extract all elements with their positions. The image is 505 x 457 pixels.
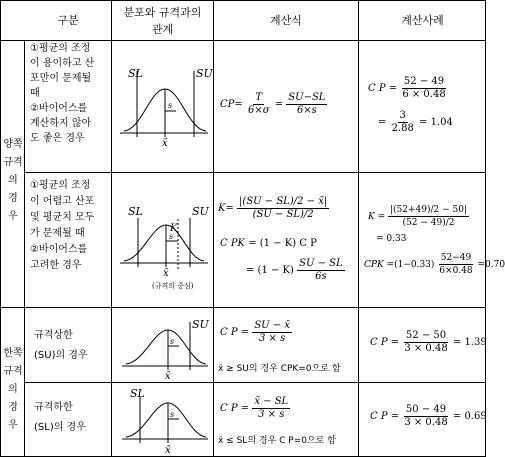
row1-cond-line: 이 용이하고 산 [30, 58, 95, 69]
row2-k-frac [237, 196, 329, 221]
row3-ex-frac [402, 330, 449, 355]
row2-cpk-lhs: C PK [220, 238, 246, 249]
row1-cond-line: 계산하지 않아 [30, 118, 92, 129]
row2-ex-cpk-num: 52−49 [440, 253, 472, 263]
row1-formula-f2-den: 6×s [296, 105, 317, 116]
row3-ex-den: 3 × 0.48 [404, 343, 448, 354]
row1-distribution-chart [112, 41, 213, 172]
row2-sl-label: SL [128, 205, 143, 218]
row3-example [370, 330, 487, 355]
row3-distribution-chart [112, 308, 213, 382]
row2-caption: (규격의 중심) [152, 282, 194, 290]
row1-ex-den: 6 × 0.48 [402, 89, 446, 100]
header-example: 계산사례 [401, 14, 444, 27]
row4-ex-num: 50 − 49 [405, 404, 447, 415]
row2-cond-line: 가 문제될 때 [30, 228, 85, 239]
row3-cond-line: 규격상한 [34, 330, 73, 341]
row2-cpk2-lhs: = (1 − K) [246, 265, 294, 276]
section-one-label-1: 한쪽 [3, 348, 23, 359]
row2-k-den: (SU − SL)/2 [252, 209, 314, 220]
row1-formula-frac2 [286, 92, 327, 117]
section-both-label-1: 양쪽 [3, 139, 23, 150]
row2-cond-line: 이 어렵고 산포 [30, 196, 95, 207]
row2-cpk2-den: 6s [315, 271, 327, 282]
row1-formula [220, 92, 327, 117]
row1-ex-eq: = [388, 83, 398, 94]
header-category: 구분 [57, 14, 79, 27]
row4-formula-lhs: C P = [220, 403, 250, 414]
row2-k-num: |(SU − SL)/2 − x̄| [239, 196, 328, 207]
row1-s-label: s [168, 101, 173, 110]
row2-ex-cpk-res: =0.70 [477, 260, 505, 270]
row1-example2 [378, 110, 453, 135]
row1-ex-den2: 2.88 [391, 123, 414, 134]
row1-cond-line: ①평균의 조정 [30, 43, 91, 54]
row2-ex-cpk-lhs: CPK [364, 260, 384, 270]
row2-cpk-eq: = (1 − K) C P [248, 238, 317, 249]
row4-note: x̄ ≤ SL의 경우 C P=0으로 함 [218, 436, 336, 446]
header-formula: 계산식 [270, 14, 302, 27]
row3-formula [220, 320, 292, 345]
row2-ex-k-frac [388, 204, 469, 229]
row3-su-label: SU [192, 318, 209, 331]
row2-ex-cpk-mid: =(1−0.33) [386, 260, 435, 270]
row4-formula [220, 396, 290, 421]
row2-su-label: SU [192, 205, 209, 218]
row1-xbar-label: x̄ [162, 138, 168, 149]
row4-s-label: s [170, 410, 175, 419]
row2-example-k [368, 204, 469, 229]
row1-ex-frac2 [390, 110, 416, 135]
row2-cpk2-frac [297, 258, 345, 283]
row2-ex-cpk-den: 6×0.48 [439, 266, 473, 276]
row2-example-kres: = 0.33 [376, 234, 407, 244]
row4-distribution-chart [112, 383, 213, 457]
row1-ex-frac1 [400, 76, 447, 101]
row4-ex-eq: = [390, 411, 400, 422]
row2-cond-line: ②바이어스를 [30, 244, 88, 255]
section-both-sides [2, 136, 24, 226]
section-one-label-4: 우 [8, 420, 18, 431]
section-one-label-2: 규격 [3, 366, 23, 377]
row2-ex-k-lhs: K = [368, 212, 386, 222]
row1-cond-line: 포만이 문제될 [30, 73, 92, 84]
row3-normal-curve [126, 330, 206, 364]
row3-cond-line: (SU)의 경우 [34, 350, 88, 361]
row4-formula-frac [252, 396, 290, 421]
row4-ex-frac [402, 404, 449, 429]
row1-cond-line: ②바이어스를 [30, 103, 88, 114]
row3-ex-num: 52 − 50 [405, 330, 447, 341]
section-both-label-4: 우 [8, 211, 18, 222]
row4-ex-den: 3 × 0.48 [404, 417, 448, 428]
row4-ex-lhs: C P [370, 411, 388, 422]
row2-example-cpk [364, 252, 505, 277]
header-distribution-line1: 분포와 규격과의 [123, 6, 202, 19]
row2-s-label: s [169, 232, 174, 241]
row3-ex-res: = 1.39 [452, 337, 487, 348]
row3-ex-lhs: C P [370, 337, 388, 348]
row1-formula-f1-num: T [255, 92, 263, 103]
row2-ex-cpk-frac [437, 252, 474, 277]
section-both-label-2: 규격 [3, 157, 23, 168]
row1-formula-f2-num: SU−SL [288, 92, 326, 103]
row2-cond-line: 및 평균치 모두 [30, 212, 95, 223]
row4-formula-num: x̄ − SL [254, 396, 289, 407]
row2-k-label: K [170, 223, 178, 234]
row4-xbar-label: x̄ [165, 445, 171, 456]
row2-normal-curve [124, 225, 204, 261]
row4-conditions [34, 398, 110, 438]
row4-sl-label: SL [130, 387, 145, 400]
row3-formula-frac [252, 320, 292, 345]
row1-formula-lhs: CP= [220, 99, 243, 110]
row3-note: x̄ ≥ SU의 경우 CPK=0으로 함 [218, 364, 341, 374]
row4-example [370, 404, 487, 429]
row1-sl-label: SL [128, 67, 143, 80]
row1-formula-f1-den: 6×σ [247, 105, 270, 116]
row3-conditions [34, 326, 110, 366]
row2-k-lhs: K= [218, 203, 234, 214]
row1-cond-line: 때 [30, 88, 40, 99]
row4-formula-den: 3 × s [258, 409, 285, 420]
row4-cond-line: 규격하한 [34, 402, 73, 413]
row2-cpk-formula2 [246, 258, 345, 283]
row4-normal-curve [126, 403, 206, 437]
section-one-label-3: 의 경 [8, 384, 18, 413]
row3-s-label: s [170, 337, 175, 346]
section-both-label-3: 의 경 [8, 175, 18, 204]
row1-ex-num2: 3 [399, 110, 406, 121]
row2-cpk2-num: SU − SL [299, 258, 343, 269]
row1-su-label: SU [196, 67, 213, 80]
row2-xbar-label: x̄ [163, 268, 169, 279]
row1-formula-eq: = [274, 99, 284, 110]
row1-formula-frac1 [246, 92, 272, 117]
row1-ex-eq2: = [378, 117, 387, 128]
row3-formula-lhs: C P = [220, 327, 250, 338]
row1-ex-res: = 1.04 [419, 117, 453, 128]
row1-ex-lhs: C P [368, 83, 386, 94]
row2-ex-k-num: |(52+49)/2 − 50| [390, 205, 468, 215]
row1-conditions [30, 41, 110, 146]
row2-conditions [30, 178, 110, 274]
row1-ex-num: 52 − 49 [403, 76, 445, 87]
row3-ex-eq: = [390, 337, 400, 348]
row1-example [368, 76, 448, 101]
row2-cpk-formula [220, 238, 317, 249]
row3-formula-den: 3 × s [259, 333, 286, 344]
row2-cond-line: ①평균의 조정 [30, 180, 91, 191]
row4-cond-line: (SL)의 경우 [34, 422, 86, 433]
row3-formula-num: SU − x̄ [254, 320, 290, 331]
row2-ex-k-den: (52 − 49)/2 [402, 218, 455, 228]
row1-cond-line: 도 좋은 경우 [30, 133, 85, 144]
row2-cond-line: 고려한 경우 [30, 260, 82, 271]
row2-k-formula [218, 196, 329, 221]
row2-distribution-chart [112, 173, 213, 307]
header-distribution-line2: 관계 [151, 23, 174, 36]
row4-ex-res: = 0.69 [452, 411, 487, 422]
section-one-side [2, 345, 24, 435]
row3-xbar-label: x̄ [165, 371, 171, 382]
